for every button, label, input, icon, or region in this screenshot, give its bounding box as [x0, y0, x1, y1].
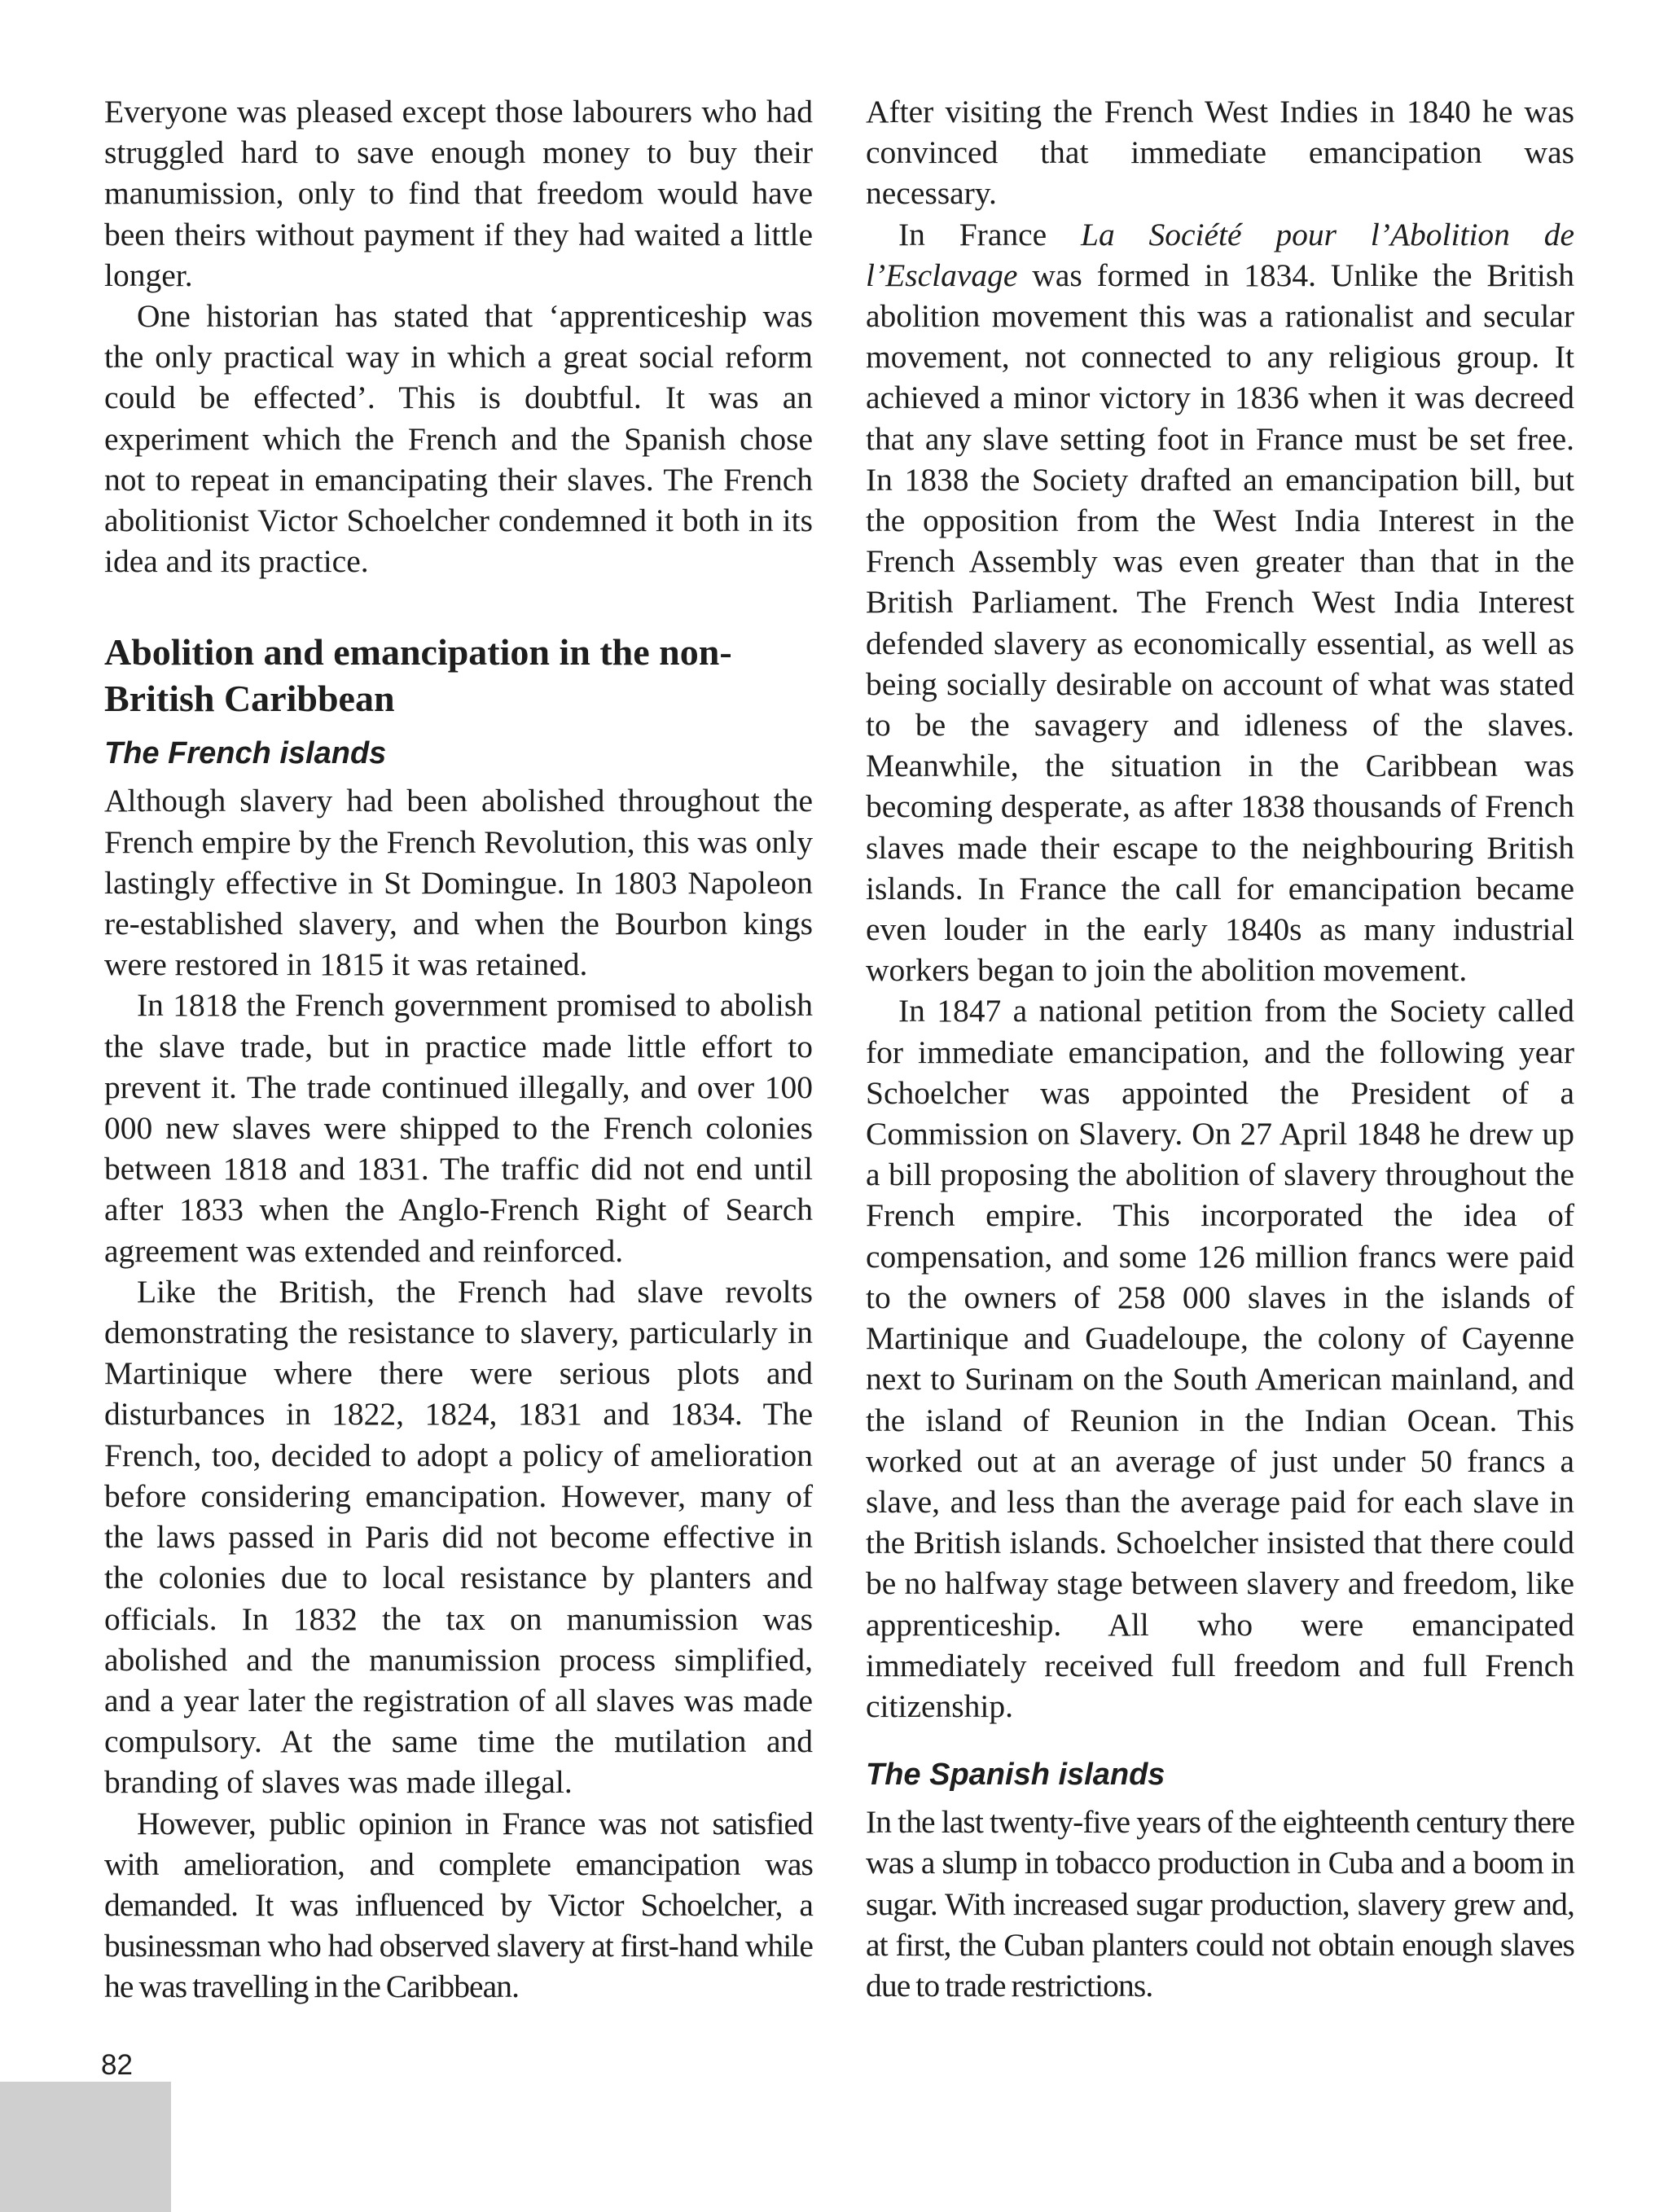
paragraph-public-opinion: However, public opinion in France was not satisfied with amelioration, and complete emancipation was demanded. It was influenced by Victor Schoelcher, a businessman who had observed slavery at first-hand while he was travelling in the Caribbean.: [104, 1805, 813, 2005]
section-heading: Abolition and emancipation in the non-British Caribbean: [104, 631, 732, 720]
societe-lead-text: In France: [898, 216, 1081, 252]
paragraph-labourers: Everyone was pleased except those labourers who had struggled hard to save enough money to buy their manumission, only to find that freedom would have been theirs without payment if they had waited a little longer.: [104, 94, 813, 293]
paragraph-national-petition: In 1847 a national petition from the Society called for immediate emancipation, and the following year Schoelcher was appointed the President of a Commission on Slavery. On 27 April 1848 he drew up a bill proposing the abolition of slavery throughout the French empire. This incorporated the idea of compensation, and some 126 million francs were paid to the owners of 258 000 slaves in the islands of Martinique and Guadeloupe, the colony of Cayenne next to Surinam on the South American mainland, and the island of Reunion in the Indian Ocean. This worked out at an average of just under 50 francs a slave, and less than the average paid for each slave in the British islands. Schoelcher insisted that there could be no halfway stage between slavery and freedom, like apprenticeship. All who were emancipated immediately received full freedom and full French citizenship.: [866, 993, 1574, 1724]
paragraph-apprenticeship: One historian has stated that ‘apprenticeship was the only practical way in which a great social reform could be effected’. This is doubtful. It was an experiment which the French and the Spanish chose not to repeat in emancipating their slaves. The French abolitionist Victor Schoelcher condemned it both in its idea and its practice.: [104, 298, 813, 580]
paragraph-cuba-sugar: In the last twenty-five years of the eighteenth century there was a slump in tobacco production in Cuba and a boom in sugar. With increased sugar production, slavery grew and, at first, the Cuban planters could not obtain enough slaves due to trade restrictions.: [866, 1804, 1574, 2004]
paragraph-french-revolution: Although slavery had been abolished throughout the French empire by the French Revolution, this was only lastingly effective in St Domingue. In 1803 Napoleon re-established slavery, and when the Bourbon kings were restored in 1815 it was retained.: [104, 783, 813, 983]
subheading-french-islands: The French islands: [104, 736, 387, 771]
paragraph-west-indies-visit: After visiting the French West Indies in 1840 he was convinced that immediate emancipation was necessary.: [866, 94, 1574, 212]
left-column: [104, 91, 813, 2008]
subheading-spanish-islands: The Spanish islands: [866, 1758, 1165, 1793]
societe-name: La Société pour l’Abolition de l’Esclavage: [866, 216, 1575, 293]
paragraph-societe: [866, 214, 1574, 991]
page-number-tab: [0, 2082, 171, 2212]
societe-body-text: was formed in 1834. Unlike the British abolition movement this was a rationalist and secular movement, not connected to any religious group. It achieved a minor victory in 1836 when it was decreed that any slave setting foot in France must be set free. In 1838 the Society drafted an emancipation bill, but the opposition from the West India Interest in the French Assembly was even greater than that in the British Parliament. The French West India Interest defended slavery as economically essential, as well as being socially desirable on account of what was stated to be the savagery and idleness of the slaves. Meanwhile, the situation in the Caribbean was becoming desperate, as after 1838 thousands of French slaves made their escape to the neighbouring British islands. In France the call for emancipation became even louder in the early 1840s as many industrial workers began to join the abolition movement.: [866, 257, 1574, 989]
page-number: 82: [101, 2049, 133, 2081]
right-column: [866, 91, 1574, 2006]
paragraph-slave-trade: In 1818 the French government promised to abolish the slave trade, but in practice made little effort to prevent it. The trade continued illegally, and over 100 000 new slaves were shipped to the French colonies between 1818 and 1831. The traffic did not end until after 1833 when the Anglo-French Right of Search agreement was extended and reinforced.: [104, 987, 813, 1269]
paragraph-revolts: Like the British, the French had slave revolts demonstrating the resistance to slavery, particularly in Martinique where there were serious plots and disturbances in 1822, 1824, 1831 and 1834. The French, too, decided to adopt a policy of amelioration before considering emancipation. However, many of the laws passed in Paris did not become effective in the colonies due to local resistance by planters and officials. In 1832 the tax on manumission was abolished and the manumission process simplified, and a year later the registration of all slaves was made compulsory. At the same time the mutilation and branding of slaves was made illegal.: [104, 1273, 813, 1801]
